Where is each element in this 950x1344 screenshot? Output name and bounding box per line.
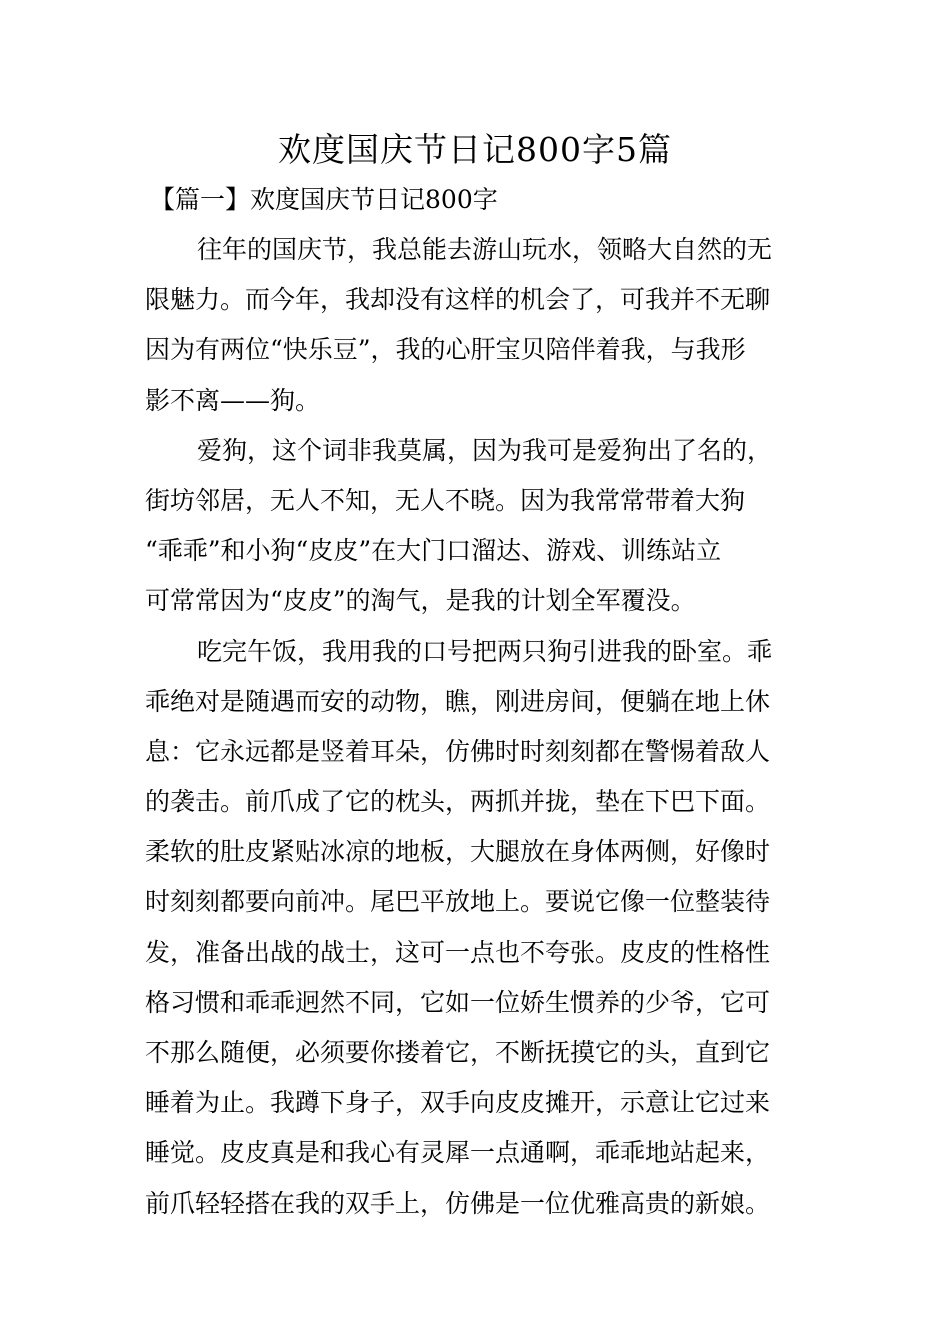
section-heading: 【篇一】欢度国庆节日记800字 bbox=[150, 185, 498, 214]
text-line: 前爪轻轻搭在我的双手上，仿佛是一位优雅高贵的新娘。 bbox=[145, 1188, 771, 1218]
text-line: 因为有两位“快乐豆”，我的心肝宝贝陪伴着我，与我形 bbox=[145, 335, 746, 365]
body-text bbox=[145, 230, 810, 1234]
text-line: 发，准备出战的战士，这可一点也不夸张。皮皮的性格性 bbox=[145, 937, 771, 967]
text-line: 爱狗，这个词非我莫属，因为我可是爱狗出了名的， bbox=[197, 435, 773, 465]
text-line: 往年的国庆节，我总能去游山玩水，领略大自然的无 bbox=[197, 235, 773, 264]
text-line: 的袭击。前爪成了它的枕头，两抓并拢，垫在下巴下面。 bbox=[145, 787, 771, 817]
text-line: 息：它永远都是竖着耳朵，仿佛时时刻刻都在警惕着敌人 bbox=[145, 736, 771, 766]
text-line: 街坊邻居，无人不知，无人不晓。因为我常常带着大狗 bbox=[145, 485, 746, 515]
text-line: 格习惯和乖乖迥然不同，它如一位娇生惯养的少爷，它可 bbox=[145, 987, 771, 1017]
document-title: 欢度国庆节日记800字5篇 bbox=[278, 130, 672, 169]
text-line: 时刻刻都要向前冲。尾巴平放地上。要说它像一位整装待 bbox=[145, 887, 771, 917]
text-line: 限魅力。而今年，我却没有这样的机会了，可我并不无聊 bbox=[145, 285, 771, 315]
text-line: 影不离——狗。 bbox=[145, 385, 321, 415]
text-line: 乖绝对是随遇而安的动物，瞧，刚进房间，便躺在地上休 bbox=[145, 686, 771, 716]
text-line: 不那么随便，必须要你搂着它，不断抚摸它的头，直到它 bbox=[145, 1038, 771, 1067]
text-line: 睡着为止。我蹲下身子，双手向皮皮摊开，示意让它过来 bbox=[145, 1088, 771, 1118]
text-line: 柔软的肚皮紧贴冰凉的地板，大腿放在身体两侧，好像时 bbox=[145, 837, 771, 867]
text-line: 可常常因为“皮皮”的淘气，是我的计划全军覆没。 bbox=[145, 586, 696, 616]
text-line: 睡觉。皮皮真是和我心有灵犀一点通啊，乖乖地站起来， bbox=[145, 1138, 771, 1168]
text-line: 吃完午饭，我用我的口号把两只狗引进我的卧室。乖 bbox=[197, 636, 773, 666]
text-line: “乖乖”和小狗“皮皮”在大门口溜达、游戏、训练站立 bbox=[145, 536, 722, 566]
